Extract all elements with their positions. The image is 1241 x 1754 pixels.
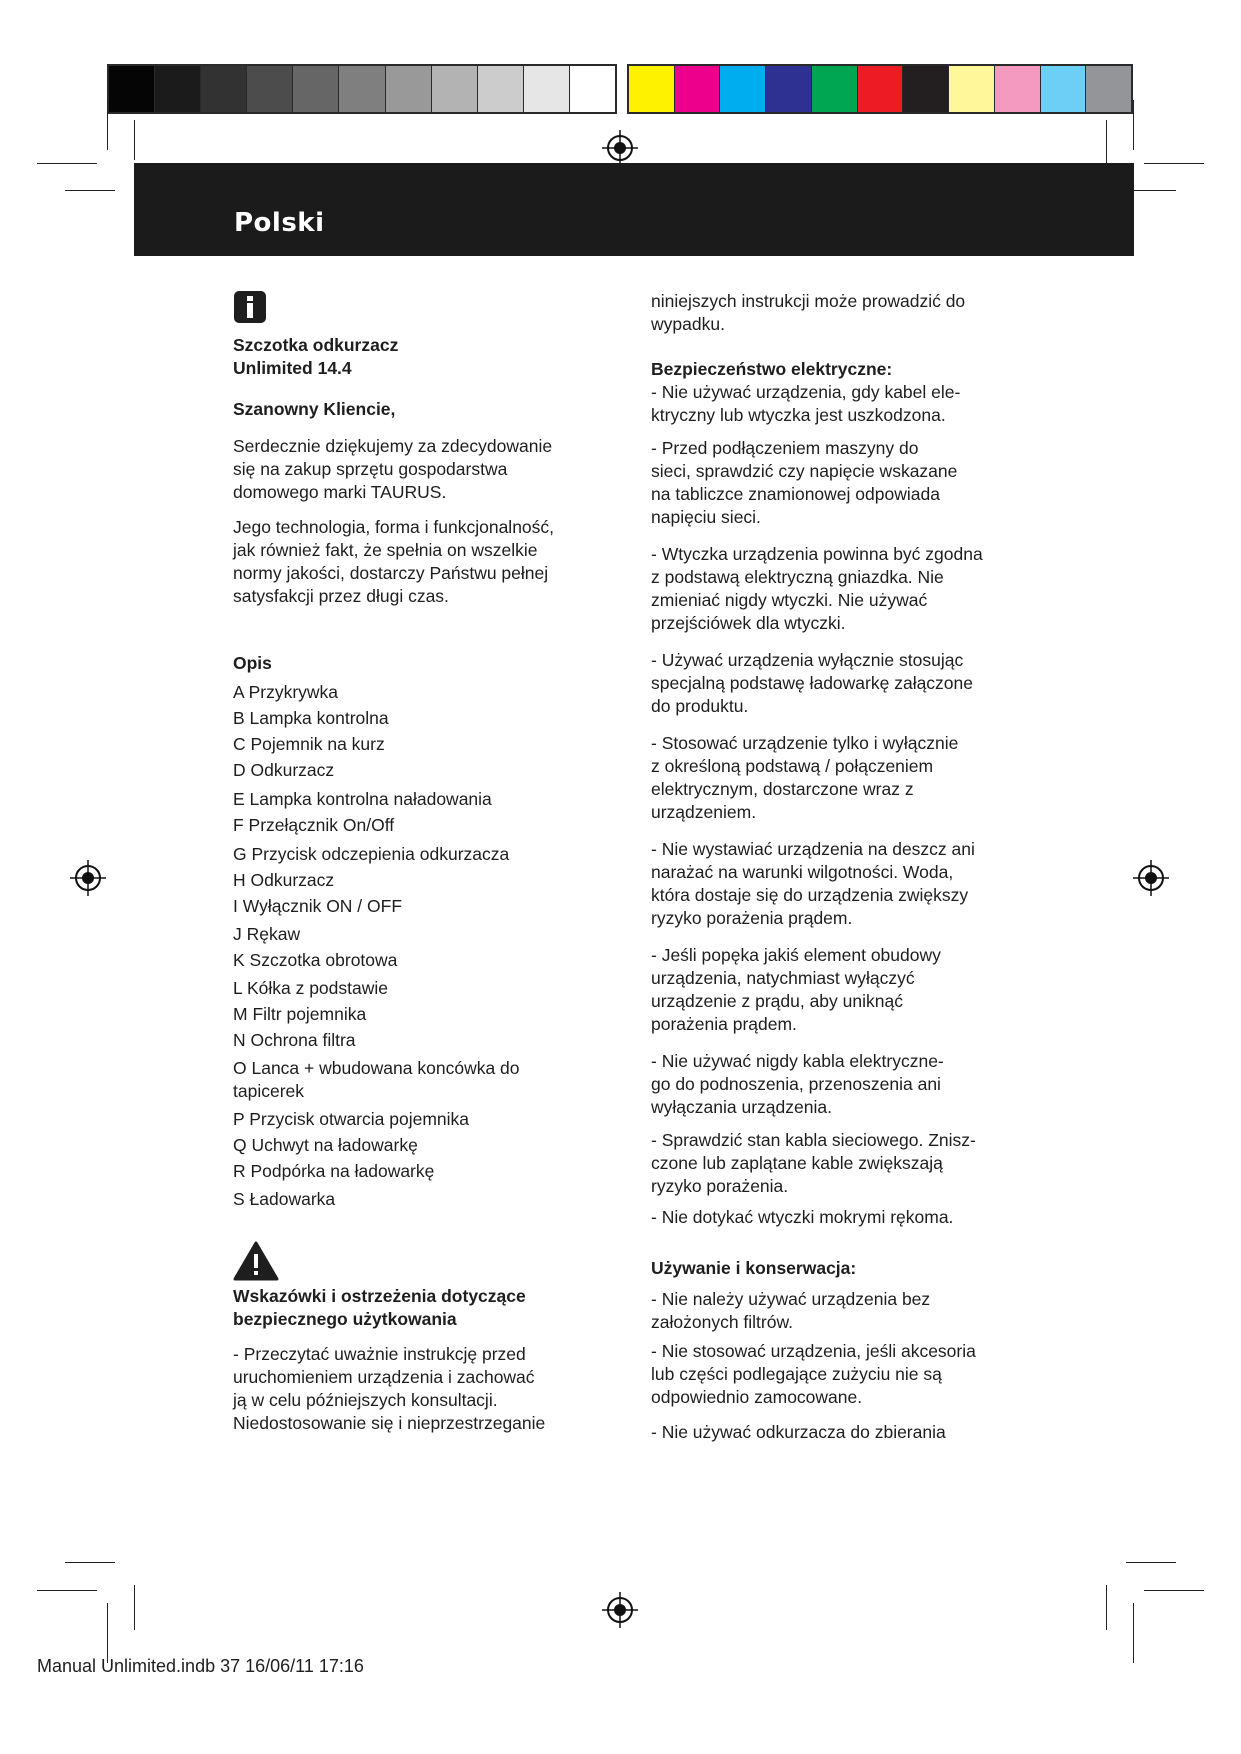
- gray-swatch: [339, 66, 385, 112]
- list-item: Q Uchwyt na ładowarkę: [233, 1135, 418, 1155]
- crop-mark: [134, 120, 135, 160]
- color-swatch: [675, 66, 721, 112]
- intro-paragraph-1: Serdecznie dziękujemy za zdecydowanie się na zakup sprzętu gospodarstwa domowego marki TAURUS.: [233, 436, 553, 502]
- color-swatch: [629, 66, 675, 112]
- crop-mark: [37, 163, 97, 164]
- list-item: D Odkurzacz: [233, 760, 335, 780]
- safety-paragraph: - Przeczytać uważnie instrukcję przed uruchomieniem urządzenia i zachować ją w celu późniejszych konsultacji. Niedostosowanie się i nieprzestrzeganie: [233, 1344, 546, 1433]
- gray-swatch: [293, 66, 339, 112]
- list-item: M Filtr pojemnika: [233, 1004, 367, 1024]
- list-item: R Podpórka na ładowarkę: [233, 1161, 435, 1181]
- crop-mark: [37, 1590, 97, 1591]
- color-swatch: [858, 66, 904, 112]
- color-swatch: [766, 66, 812, 112]
- color-swatch: [903, 66, 949, 112]
- gray-swatch: [432, 66, 478, 112]
- paragraph: - Stosować urządzenie tylko i wyłącznie z określoną podstawą / połączeniem elektrycznym, dostarczone wraz z urządzeniem.: [651, 733, 959, 822]
- crop-mark: [107, 1603, 108, 1663]
- gray-swatch: [155, 66, 201, 112]
- paragraph: - Nie używać urządzenia, gdy kabel ele- ktryczny lub wtyczka jest uszkodzona.: [651, 382, 961, 425]
- paragraph: - Nie używać nigdy kabla elektryczne- go do podnoszenia, przenoszenia ani wyłączania urządzenia.: [651, 1051, 944, 1117]
- info-icon: [233, 290, 267, 324]
- paragraph: - Nie wystawiać urządzenia na deszcz ani narażać na warunki wilgotności. Woda, która dostaje się do urządzenia zwiększy ryzyko porażenia prądem.: [651, 839, 975, 928]
- crop-mark: [1144, 1590, 1204, 1591]
- warning-icon: [233, 1241, 279, 1281]
- crop-mark: [1126, 1562, 1176, 1563]
- right-column: [651, 290, 1031, 1444]
- crop-mark: [65, 1562, 115, 1563]
- crop-mark: [1133, 1603, 1134, 1663]
- registration-mark-icon: [68, 858, 108, 898]
- product-model: Unlimited 14.4: [233, 358, 352, 378]
- parts-list: [233, 681, 603, 1211]
- list-item: F Przełącznik On/Off: [233, 815, 395, 835]
- paragraph: - Sprawdzić stan kabla sieciowego. Znisz- czone lub zaplątane kable zwiększają ryzyko porażenia.: [651, 1130, 976, 1196]
- gray-swatch: [570, 66, 615, 112]
- paragraph: - Wtyczka urządzenia powinna być zgodna z podstawą elektryczną gniazdka. Nie zmieniać nigdy wtyczki. Nie używać przejściówek dla wtyczki.: [651, 544, 983, 633]
- color-swatch: [995, 66, 1041, 112]
- list-item: S Ładowarka: [233, 1189, 336, 1209]
- crop-mark: [65, 190, 115, 191]
- list-item: tapicerek: [233, 1081, 305, 1101]
- registration-mark-icon: [1131, 858, 1171, 898]
- product-name: Szczotka odkurzacz: [233, 335, 399, 355]
- continued-paragraph: niniejszych instrukcji może prowadzić do wypadku.: [651, 291, 966, 334]
- color-swatch: [949, 66, 995, 112]
- left-column: [233, 290, 603, 1435]
- safety-heading: Wskazówki i ostrzeżenia dotyczące: [233, 1286, 526, 1306]
- safety-heading-2: bezpiecznego użytkowania: [233, 1309, 457, 1329]
- paragraph: - Używać urządzenia wyłącznie stosując specjalną podstawę ładowarkę załączone do produktu.: [651, 650, 974, 716]
- crop-mark: [107, 100, 108, 150]
- print-slug: Manual Unlimited.indb 37 16/06/11 17:16: [37, 1656, 364, 1676]
- list-item: K Szczotka obrotowa: [233, 950, 398, 970]
- color-swatch: [720, 66, 766, 112]
- gray-swatch: [386, 66, 432, 112]
- gray-swatch: [201, 66, 247, 112]
- color-swatch: [1041, 66, 1087, 112]
- gray-swatch: [247, 66, 293, 112]
- list-item: N Ochrona filtra: [233, 1030, 356, 1050]
- gray-swatch: [524, 66, 570, 112]
- list-item: C Pojemnik na kurz: [233, 734, 385, 754]
- greeting: Szanowny Kliencie,: [233, 399, 396, 419]
- intro-paragraph-2: Jego technologia, forma i funkcjonalność, jak również fakt, że spełnia on wszelkie normy jakości, dostarczy Państwu pełnej satysfakcji przez długi czas.: [233, 517, 555, 606]
- registration-mark-icon: [600, 1590, 640, 1630]
- usage-heading: Używanie i konserwacja:: [651, 1258, 857, 1278]
- color-swatch: [812, 66, 858, 112]
- list-item: L Kółka z podstawie: [233, 978, 388, 998]
- gray-swatch: [478, 66, 524, 112]
- list-item: A Przykrywka: [233, 682, 339, 702]
- list-item: J Rękaw: [233, 924, 301, 944]
- paragraph: - Nie dotykać wtyczki mokrymi rękoma.: [651, 1207, 954, 1227]
- description-heading: Opis: [233, 653, 272, 673]
- list-item: E Lampka kontrolna naładowania: [233, 789, 492, 809]
- list-item: G Przycisk odczepienia odkurzacza: [233, 844, 510, 864]
- list-item: O Lanca + wbudowana koncówka do: [233, 1058, 520, 1078]
- crop-mark: [134, 1585, 135, 1630]
- list-item: H Odkurzacz: [233, 870, 335, 890]
- paragraph: - Nie używać odkurzacza do zbierania: [651, 1422, 946, 1442]
- paragraph: - Jeśli popęka jakiś element obudowy urządzenia, natychmiast wyłączyć urządzenie z prądu, aby uniknąć porażenia prądem.: [651, 945, 941, 1034]
- paragraph: - Nie należy używać urządzenia bez założonych filtrów.: [651, 1289, 931, 1332]
- registration-mark-icon: [600, 128, 640, 168]
- grayscale-calibration-bar: [107, 64, 617, 114]
- crop-mark: [1106, 1585, 1107, 1630]
- paragraph: - Przed podłączeniem maszyny do sieci, sprawdzić czy napięcie wskazane na tabliczce znamionowej odpowiada napięciu sieci.: [651, 438, 958, 527]
- list-item: I Wyłącznik ON / OFF: [233, 896, 403, 916]
- crop-mark: [1144, 163, 1204, 164]
- list-item: P Przycisk otwarcia pojemnika: [233, 1109, 470, 1129]
- color-calibration-bar: [627, 64, 1133, 114]
- electrical-safety-heading: Bezpieczeństwo elektryczne:: [651, 359, 893, 379]
- page-title: Polski: [234, 208, 325, 238]
- color-swatch: [1086, 66, 1131, 112]
- paragraph: - Nie stosować urządzenia, jeśli akcesoria lub części podlegające zużyciu nie są odpowiednio zamocowane.: [651, 1341, 976, 1407]
- gray-swatch: [109, 66, 155, 112]
- crop-mark: [1133, 100, 1134, 150]
- list-item: B Lampka kontrolna: [233, 708, 389, 728]
